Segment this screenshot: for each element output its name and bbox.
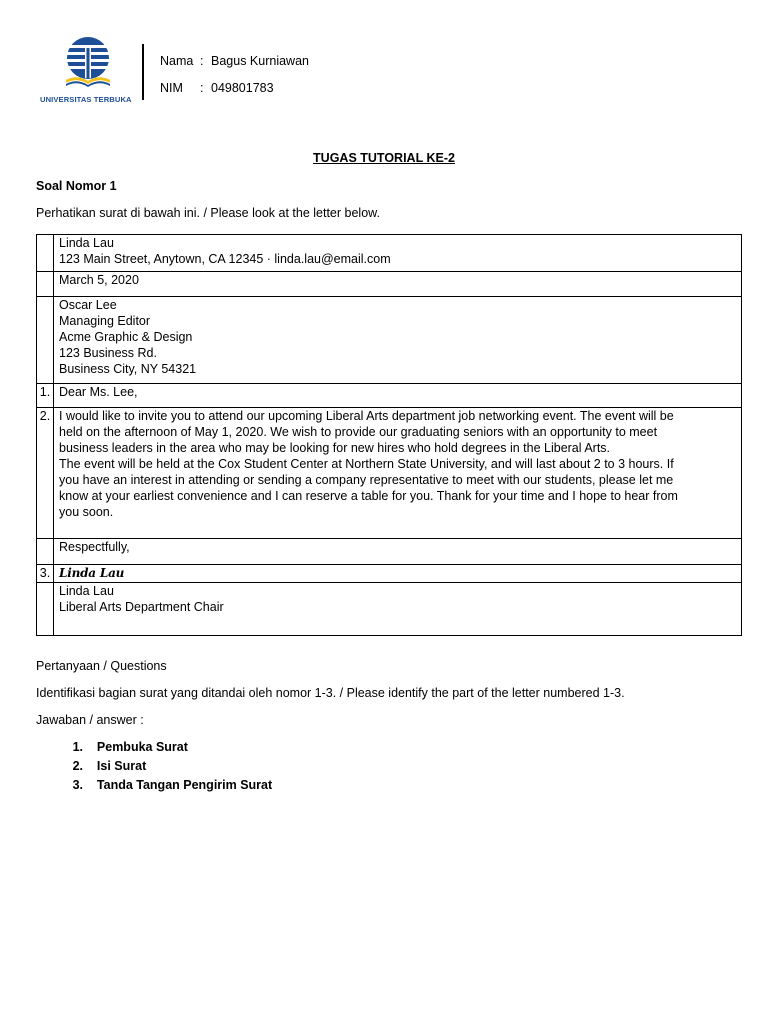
handwritten-signature: Linda Lau xyxy=(59,566,125,580)
closing-cell: Respectfully, xyxy=(54,539,742,565)
marker-cell-empty xyxy=(37,583,54,636)
marker-cell-empty xyxy=(37,297,54,384)
answer-number: 1. xyxy=(72,740,83,754)
recipient-line: Managing Editor xyxy=(59,314,151,328)
marker-cell-empty xyxy=(37,235,54,272)
answer-text: Tanda Tangan Pengirim Surat xyxy=(96,778,273,792)
name-row xyxy=(160,54,309,81)
instruction-text: Perhatikan surat di bawah ini. / Please look at the letter below. xyxy=(36,206,380,220)
globe-book-icon xyxy=(62,36,114,92)
university-logo xyxy=(40,36,136,106)
sender-address: 123 Main Street, Anytown, CA 12345 · linda.lau@email.com xyxy=(59,252,391,266)
body-cell xyxy=(54,408,742,539)
nim-row xyxy=(160,81,309,108)
recipient-line: Acme Graphic & Design xyxy=(59,330,193,344)
answer-number: 2. xyxy=(72,759,83,773)
answer-text: Pembuka Surat xyxy=(96,740,188,754)
body-line: know at your earliest convenience and I can reserve a table for you. Thank for your time and I hope to hear from xyxy=(59,489,678,503)
nim-label: NIM xyxy=(160,81,183,95)
recipient-cell xyxy=(54,297,742,384)
letter-row-date xyxy=(37,272,742,297)
answer-list xyxy=(36,740,272,797)
salutation-cell: Dear Ms. Lee, xyxy=(54,384,742,408)
logo-text: UNIVERSITAS TERBUKA xyxy=(40,95,132,104)
name-label: Nama xyxy=(160,54,194,68)
signature-cell xyxy=(54,565,742,583)
answer-number: 3. xyxy=(72,778,83,792)
answer-heading: Jawaban / answer : xyxy=(36,713,144,727)
marker-1: 1. xyxy=(37,384,54,408)
marker-cell-empty xyxy=(37,272,54,297)
name-value: Bagus Kurniawan xyxy=(211,54,309,68)
body-line: business leaders in the area who may be looking for new hires who hold degrees in the Liberal Arts. xyxy=(59,441,611,455)
letter-row-signature xyxy=(37,565,742,583)
letter-row-salutation xyxy=(37,384,742,408)
document-title: TUGAS TUTORIAL KE-2 xyxy=(313,151,455,165)
marker-2: 2. xyxy=(37,408,54,539)
nim-separator: : xyxy=(200,81,204,95)
header-divider xyxy=(142,44,144,100)
body-line: held on the afternoon of May 1, 2020. We wish to provide our graduating seniors with an opportunity to meet xyxy=(59,425,658,439)
letter-row-signer xyxy=(37,583,742,636)
letter-table xyxy=(36,234,742,636)
recipient-line: 123 Business Rd. xyxy=(59,346,157,360)
letter-row-closing xyxy=(37,539,742,565)
marker-cell-empty xyxy=(37,539,54,565)
question-text: Identifikasi bagian surat yang ditandai oleh nomor 1-3. / Please identify the part of the letter numbered 1-3. xyxy=(36,686,625,700)
letter-row-sender xyxy=(37,235,742,272)
answer-item xyxy=(36,759,272,778)
question-heading: Soal Nomor 1 xyxy=(36,179,117,193)
letter-row-recipient xyxy=(37,297,742,384)
signer-title: Liberal Arts Department Chair xyxy=(59,600,224,614)
body-line: The event will be held at the Cox Student Center at Northern State University, and will last about 2 to 3 hours. If xyxy=(59,457,674,471)
date-cell: March 5, 2020 xyxy=(54,272,742,297)
sender-cell xyxy=(54,235,742,272)
body-line: I would like to invite you to attend our upcoming Liberal Arts department job networking event. The event will be xyxy=(59,409,674,423)
body-line: you soon. xyxy=(59,505,114,519)
sender-name: Linda Lau xyxy=(59,236,114,250)
recipient-line: Business City, NY 54321 xyxy=(59,362,197,376)
name-separator: : xyxy=(200,54,204,68)
recipient-line: Oscar Lee xyxy=(59,298,117,312)
marker-3: 3. xyxy=(37,565,54,583)
signer-cell xyxy=(54,583,742,636)
answer-item xyxy=(36,740,272,759)
letter-row-body xyxy=(37,408,742,539)
body-line: you have an interest in attending or sending a company representative to meet with our students, please let me xyxy=(59,473,674,487)
questions-heading: Pertanyaan / Questions xyxy=(36,659,167,673)
answer-text: Isi Surat xyxy=(96,759,147,773)
signer-name: Linda Lau xyxy=(59,584,114,598)
header xyxy=(40,36,740,106)
answer-item xyxy=(36,778,272,797)
nim-value: 049801783 xyxy=(211,81,274,95)
student-info xyxy=(160,54,309,108)
